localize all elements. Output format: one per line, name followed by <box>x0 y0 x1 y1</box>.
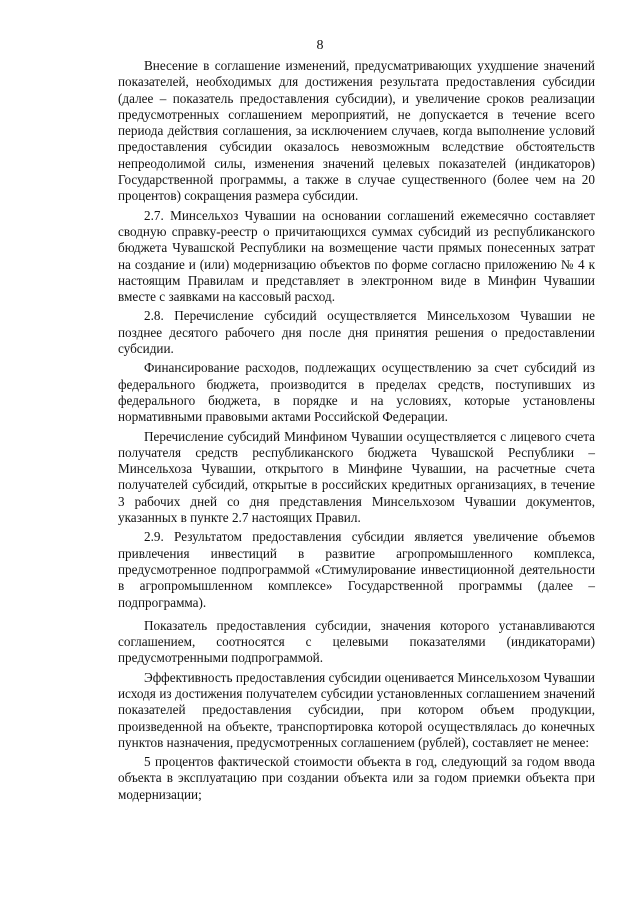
paragraph-2-8: 2.8. Перечисление субсидий осуществляется Минсельхозом Чувашии не позднее десятого рабочего дня после дня принятия решения о предоставлении субсидии. <box>118 308 595 357</box>
document-body <box>118 58 595 803</box>
paragraph-indicator: Показатель предоставления субсидии, значения которого устанавливаются соглашением, соотносятся с целевыми показателями (индикаторами) предусмотренными подпрограммой. <box>118 617 595 666</box>
paragraph-2-9: 2.9. Результатом предоставления субсидии является увеличение объемов привлечения инвестиций в развитие агропромышленного комплекса, предусмотренное подпрограммой «Стимулирование инвестиционной деятельности в агропромышленном комплексе» Государственной программы (далее – подпрограмма). <box>118 529 595 610</box>
paragraph-federal-financing: Финансирование расходов, подлежащих осуществлению за счет субсидий из федерального бюджета, производится в пределах средств, поступивших из федерального бюджета, в порядке и на условиях, которые установлены нормативными правовыми актами Российской Федерации. <box>118 360 595 425</box>
paragraph-five-percent: 5 процентов фактической стоимости объекта в год, следующий за годом ввода объекта в эксплуатацию при создании объекта или за годом приемки объекта при модернизации; <box>118 754 595 802</box>
paragraph-2-7: 2.7. Минсельхоз Чувашии на основании соглашений ежемесячно составляет сводную справку-реестр о причитающихся суммах субсидий из республиканского бюджета Чувашской Республики на возмещение части прямых понесенных затрат на создание и (или) модернизацию объектов по форме согласно приложению № 4 к настоящим Правилам и представляет в электронном виде в Минфин Чувашии вместе с заявками на кассовый расход. <box>118 207 595 305</box>
paragraph-transfer: Перечисление субсидий Минфином Чувашии осуществляется с лицевого счета получателя средств республиканского бюджета Чувашской Республики – Минсельхоза Чувашии, открытого в Минфине Чувашии, на расчетные счета получателей субсидий, открытые в российских кредитных организациях, в течение 3 рабочих дней со дня представления Минсельхозом Чувашии документов, указанных в пункте 2.7 настоящих Правил. <box>118 428 595 526</box>
paragraph-efficiency: Эффективность предоставления субсидии оценивается Минсельхозом Чувашии исходя из достижения получателем субсидии установленных соглашением значений показателей предоставления субсидии, при котором объем продукции, произведенной на объекте, транспортировка которой осуществлялась до конечных пунктов назначения, предусмотренных соглашением (рублей), составляет не менее: <box>118 669 595 750</box>
page-number: 8 <box>316 38 324 53</box>
paragraph-subsidy-changes: Внесение в соглашение изменений, предусматривающих ухудшение значений показателей, необходимых для достижения результата предоставления субсидии (далее – показатель предоставления субсидии), и увеличение сроков реализации предусмотренных соглашением мероприятий, не допускается в течение всего периода действия соглашения, за исключением случаев, когда выполнение условий предоставления субсидии оказалось невозможным вследствие обстоятельств непреодолимой силы, изменения значений целевых показателей (индикаторов) Государственной программы, а также в случае существенного (более чем на 20 процентов) сокращения размера субсидии. <box>118 58 595 204</box>
